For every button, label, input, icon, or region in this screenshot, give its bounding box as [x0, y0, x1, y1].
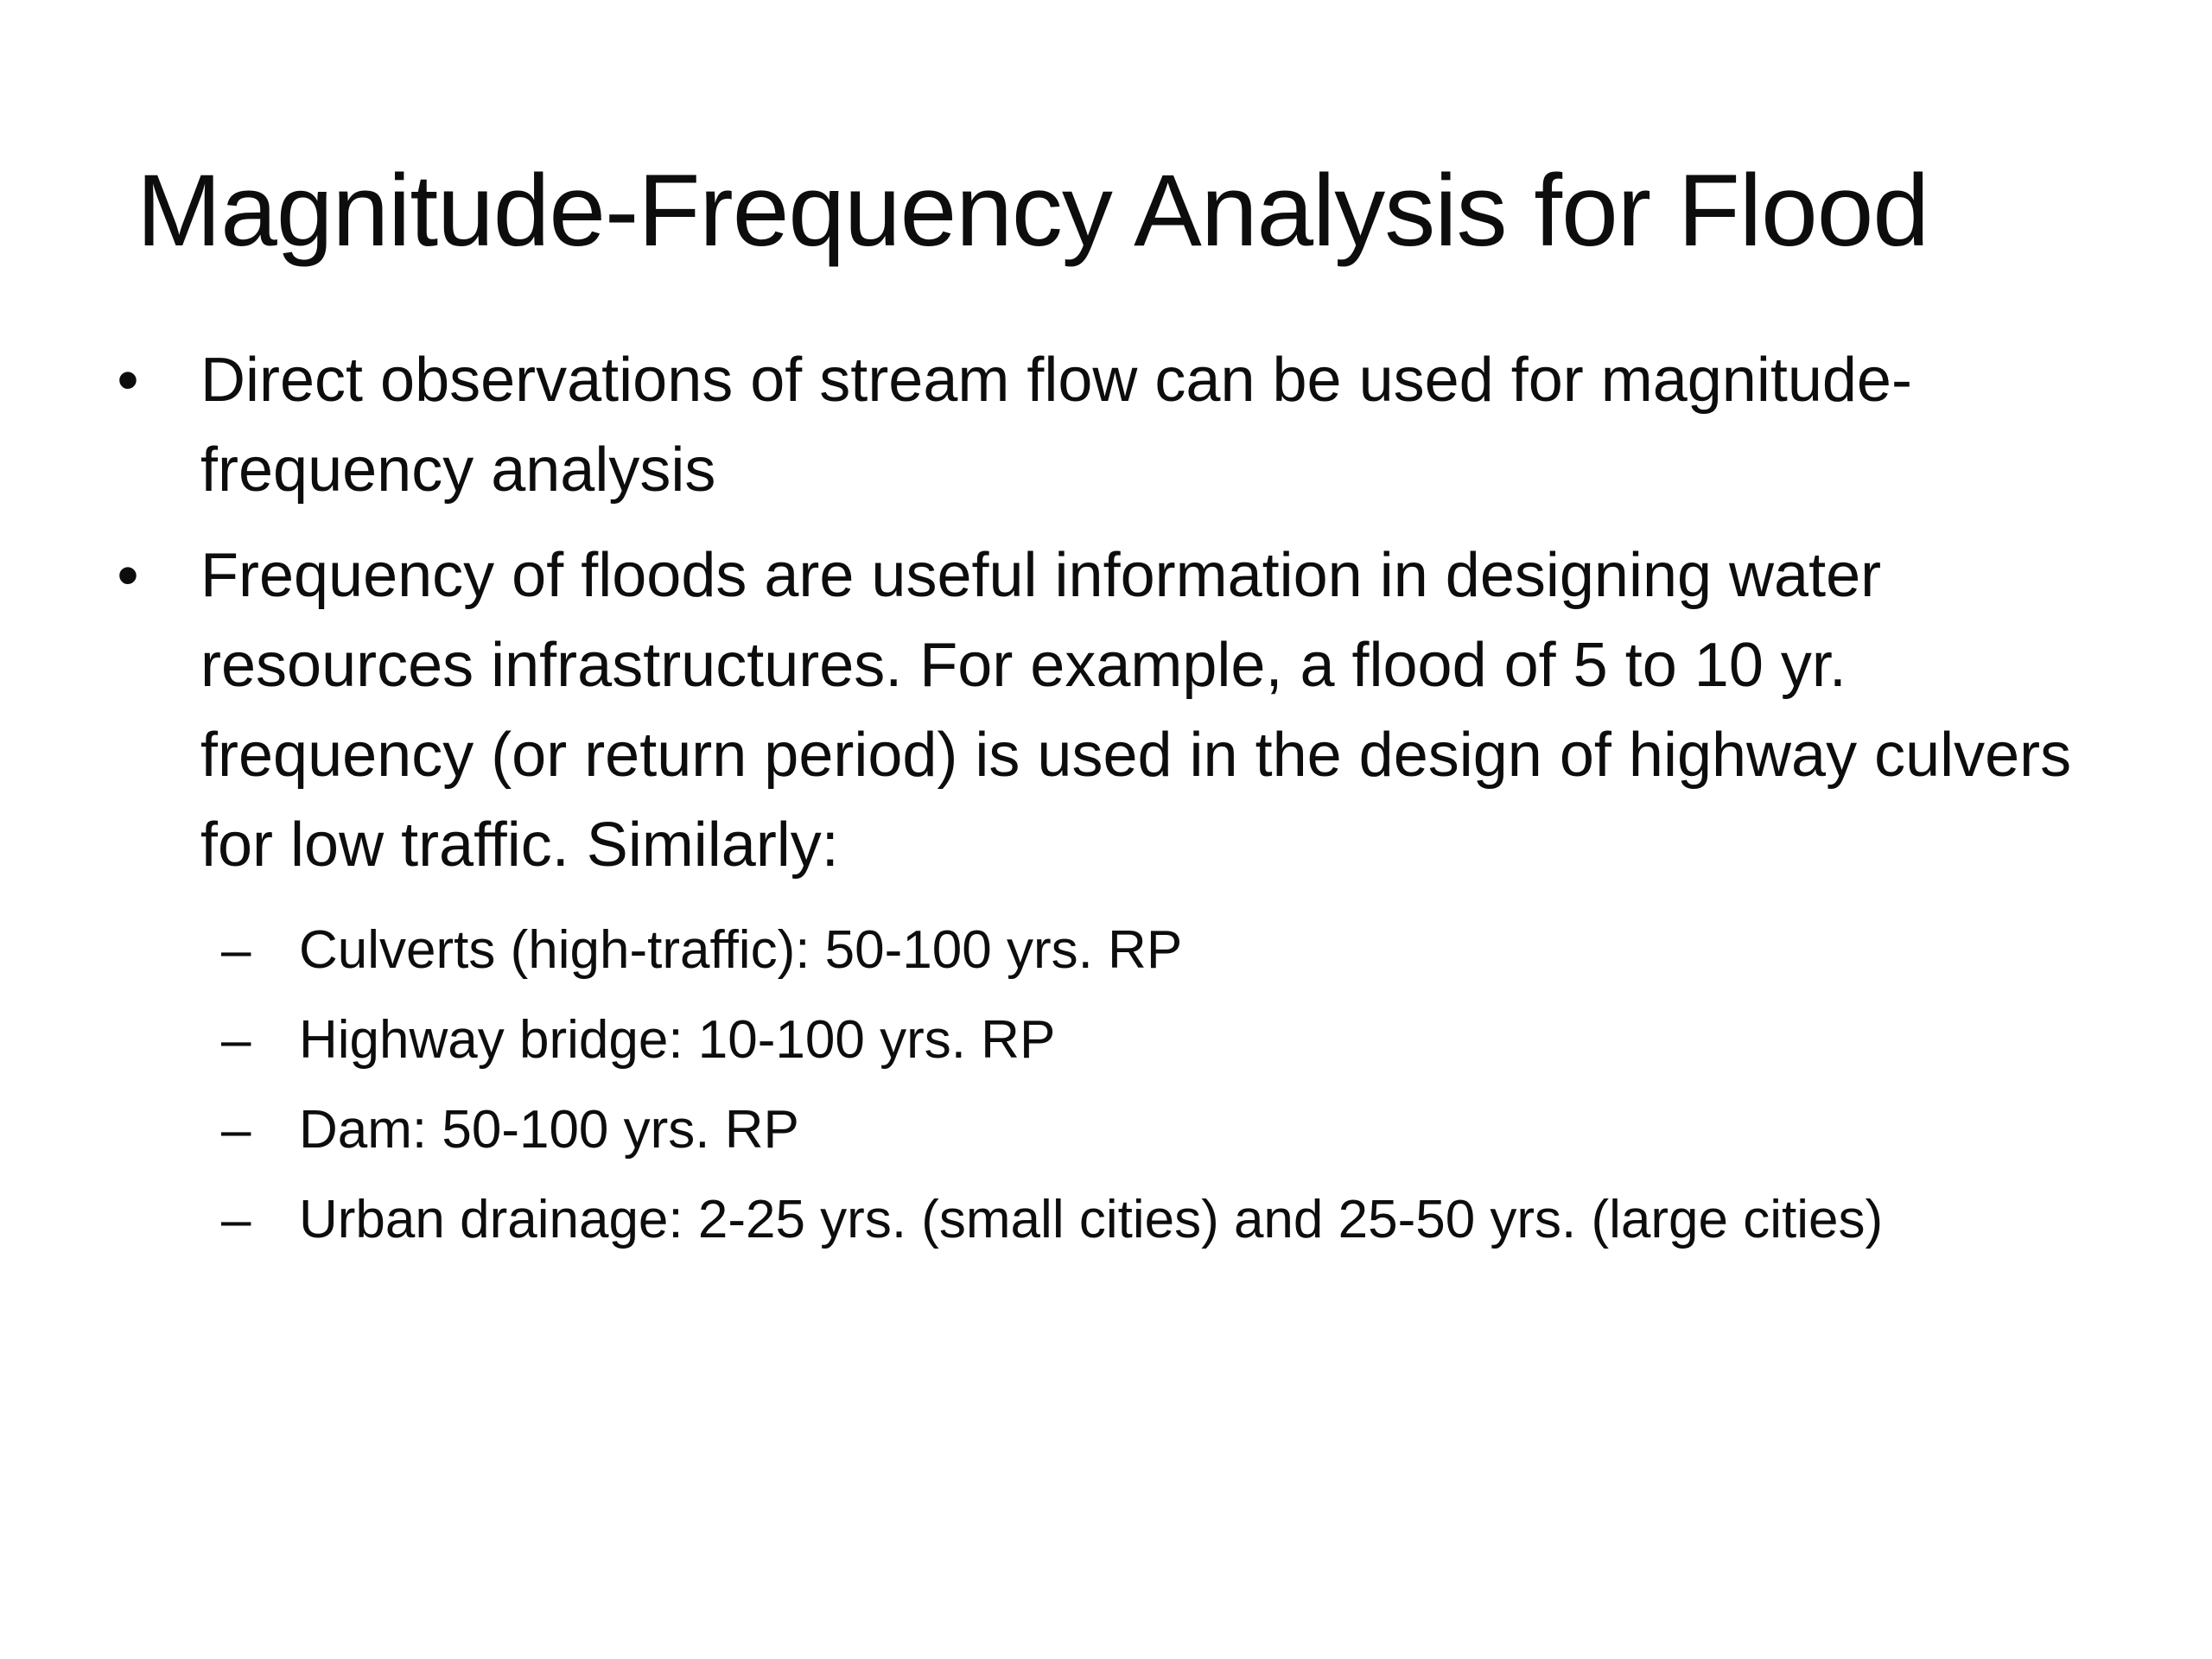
sub-bullet-culverts [111, 906, 2133, 995]
slide-body [111, 335, 2133, 1265]
sub-bullet-urban-drainage [111, 1175, 2133, 1265]
dash-marker: – [221, 1010, 251, 1070]
sub-bullet-text: Culverts (high-traffic): 50-100 yrs. RP [299, 920, 1183, 980]
dash-marker: – [221, 1190, 251, 1249]
bullet-item-direct-observations [111, 335, 2133, 515]
bullet-text: Frequency of floods are useful information in designing water resources infrastructures. For example, a flood of 5 to 10 yr. frequency (or return period) is used in the design of highway culvers for low traffic. Similarly: [200, 541, 2072, 880]
bullet-text: Direct observations of stream flow can be used for magnitude-frequency analysis [200, 346, 1912, 505]
dash-marker: – [221, 1100, 251, 1160]
slide-title: Magnitude-Frequency Analysis for Flood [137, 154, 1929, 268]
sub-bullet-list [111, 906, 2133, 1265]
bullet-item-flood-frequency [111, 531, 2133, 890]
sub-bullet-text: Highway bridge: 10-100 yrs. RP [299, 1010, 1056, 1070]
sub-bullet-text: Urban drainage: 2-25 yrs. (small cities) and 25-50 yrs. (large cities) [299, 1190, 1884, 1249]
bullet-marker: • [117, 346, 139, 415]
sub-bullet-text: Dam: 50-100 yrs. RP [299, 1100, 799, 1160]
dash-marker: – [221, 920, 251, 980]
sub-bullet-highway-bridge [111, 995, 2133, 1085]
sub-bullet-dam [111, 1085, 2133, 1175]
bullet-marker: • [117, 541, 139, 610]
